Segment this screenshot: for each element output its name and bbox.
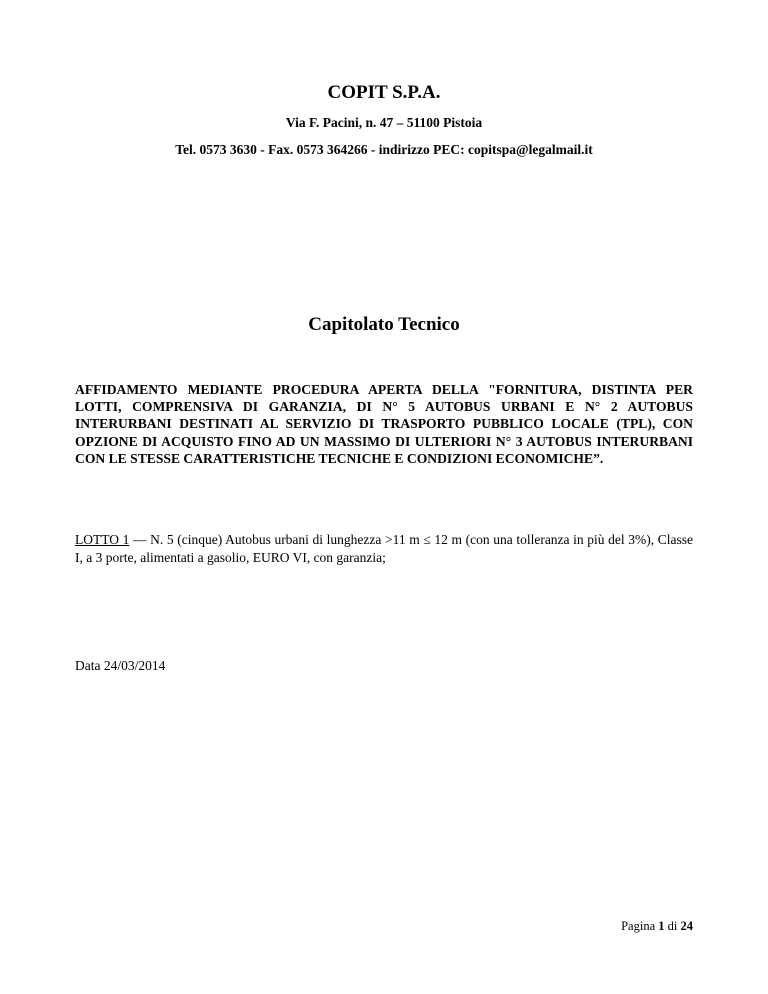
company-address: Via F. Pacini, n. 47 – 51100 Pistoia (285, 115, 483, 130)
page-number (621, 919, 693, 934)
lot-label: LOTTO 1 (75, 532, 130, 547)
document-title: Capitolato Tecnico (308, 314, 460, 335)
lot-text: — N. 5 (cinque) Autobus urbani di lunghezza >11 m ≤ 12 m (con una tolleranza in più del 3%), Classe I, a 3 porte, alimentati a gasolio, EURO VI, con garanzia; (75, 532, 693, 565)
company-name: COPIT S.P.A. (327, 82, 441, 103)
page-separator: di (664, 919, 681, 933)
tender-subject: AFFIDAMENTO MEDIANTE PROCEDURA APERTA DELLA "FORNITURA, DISTINTA PER LOTTI, COMPRENSIVA DI GARANZIA, DI N° 5 AUTOBUS URBANI E N° 2 AUTOBUS INTERURBANI DESTINATI AL SERVIZIO DI TRASPORTO PUBBLICO LOCALE (TPL), CON OPZIONE DI ACQUISTO FINO AD UN MASSIMO DI ULTERIORI N° 3 AUTOBUS INTERURBANI CON LE STESSE CARATTERISTICHE TECNICHE E CONDIZIONI ECONOMICHE”. (75, 382, 693, 466)
lot-description (75, 531, 693, 566)
company-contacts: Tel. 0573 3630 - Fax. 0573 364266 - indirizzo PEC: copitspa@legalmail.it (175, 142, 593, 157)
total-pages: 24 (680, 919, 693, 933)
page-prefix: Pagina (621, 919, 659, 933)
current-page: 1 (658, 919, 665, 933)
document-date: Data 24/03/2014 (75, 658, 166, 673)
